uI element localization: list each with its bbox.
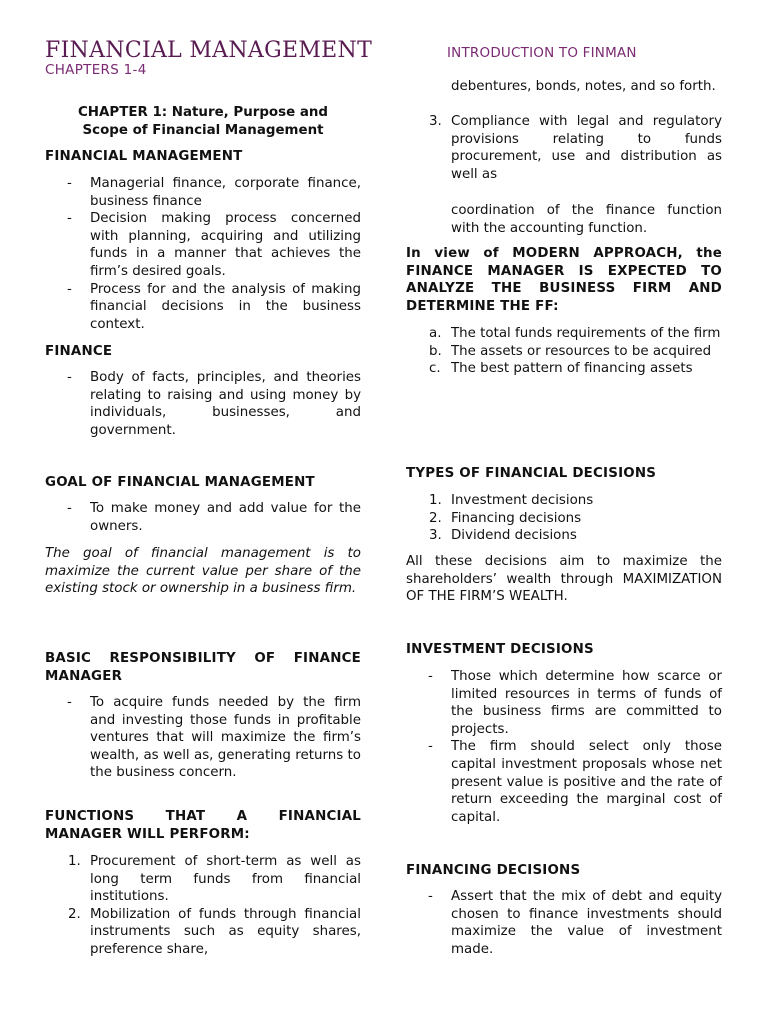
section-heading-investment: INVESTMENT DECISIONS — [406, 642, 594, 657]
list-item: 3. Compliance with legal and regulatory provisions relating to funds procurement, use and distribution as well as — [406, 113, 722, 183]
finance-list — [45, 369, 361, 439]
list-item: b. The assets or resources to be acquired — [406, 343, 722, 361]
list-item: - Assert that the mix of debt and equity chosen to finance investments should maximize the value of investment made. — [406, 888, 722, 958]
letter-marker: b. — [429, 343, 442, 359]
types-paragraph: All these decisions aim to maximize the shareholders’ wealth through MAXIMIZATION OF THE FIRM’S WEALTH. — [406, 554, 722, 605]
dash-bullet: - — [67, 281, 72, 297]
types-list — [406, 492, 722, 545]
number-marker: 2. — [429, 510, 442, 526]
list-item: 3. Dividend decisions — [406, 527, 722, 545]
dash-bullet: - — [428, 889, 433, 904]
chapters-subtitle: CHAPTERS 1-4 — [45, 62, 147, 78]
fm-list — [45, 175, 361, 333]
dash-bullet: - — [428, 739, 433, 755]
list-item: 2. Financing decisions — [406, 510, 722, 528]
financing-list — [406, 888, 722, 958]
dash-bullet: - — [67, 370, 72, 385]
chapter-title-line-2: Scope of Financial Management — [82, 122, 324, 138]
dash-bullet: - — [428, 669, 433, 684]
list-item: - Those which determine how scarce or limited resources in terms of funds of the business firms are committed to projects. — [406, 668, 722, 738]
functions-list — [45, 853, 361, 959]
chapter-title-line-1: CHAPTER 1: Nature, Purpose and — [77, 105, 328, 120]
goal-statement: The goal of financial management is to maximize the current value per share of the existing stock or ownership in a business firm. — [45, 546, 361, 597]
chapter-title — [45, 104, 361, 139]
basic-list — [45, 694, 361, 782]
section-heading-basic-responsibility: BASIC RESPONSIBILITY OF FINANCE MANAGER — [45, 651, 361, 684]
list-item: c. The best pattern of financing assets — [406, 360, 722, 378]
letter-marker: c. — [429, 361, 441, 377]
letter-marker: a. — [429, 326, 442, 341]
dash-bullet: - — [67, 176, 72, 191]
section-heading-goal: GOAL OF FINANCIAL MANAGEMENT — [45, 475, 315, 490]
section-heading-types: TYPES OF FINANCIAL DECISIONS — [406, 466, 657, 481]
number-marker: 1. — [68, 854, 81, 869]
course-header: INTRODUCTION TO FINMAN — [447, 45, 637, 61]
list-item: - Managerial finance, corporate finance, business finance — [45, 175, 361, 210]
list-item: 2. Mobilization of funds through financial instruments such as equity shares, preference share, — [45, 906, 361, 959]
list-item: - Body of facts, principles, and theories relating to raising and using money by individuals, businesses, and government. — [45, 369, 361, 439]
coordination-text: coordination of the finance function with the accounting function. — [451, 203, 722, 236]
dash-bullet: - — [67, 501, 72, 516]
number-marker: 1. — [429, 493, 442, 508]
list-item: - Decision making process concerned with planning, acquiring and utilizing funds in a manner that achieves the firm’s desired goals. — [45, 210, 361, 280]
list-item: a. The total funds requirements of the firm — [406, 325, 722, 343]
functions-list-continued — [406, 113, 722, 183]
page-title: FINANCIAL MANAGEMENT — [45, 38, 373, 63]
section-heading-financing: FINANCING DECISIONS — [406, 863, 581, 878]
list-item: - The firm should select only those capital investment proposals whose net present value is positive and the rate of return exceeding the marginal cost of capital. — [406, 738, 722, 826]
list-item: - To acquire funds needed by the firm and investing those funds in profitable ventures that will maximize the firm’s wealth, as well as, generating returns to the business concern. — [45, 694, 361, 782]
section-heading-finance: FINANCE — [45, 344, 113, 359]
section-heading-financial-management: FINANCIAL MANAGEMENT — [45, 149, 243, 164]
section-heading-modern-approach: In view of MODERN APPROACH, the FINANCE MANAGER IS EXPECTED TO ANALYZE THE BUSINESS FIRM AND DETERMINE THE FF: — [406, 246, 722, 314]
dash-bullet: - — [67, 211, 72, 227]
investment-list — [406, 668, 722, 826]
continued-text: debentures, bonds, notes, and so forth. — [451, 79, 716, 94]
modern-list — [406, 325, 722, 378]
list-item: 1. Investment decisions — [406, 492, 722, 510]
section-heading-functions: FUNCTIONS THAT A FINANCIAL MANAGER WILL PERFORM: — [45, 809, 361, 842]
dash-bullet: - — [67, 695, 72, 710]
number-marker: 3. — [429, 114, 442, 129]
list-item: 1. Procurement of short-term as well as long term funds from financial institutions. — [45, 853, 361, 906]
number-marker: 2. — [68, 906, 81, 922]
list-item: - Process for and the analysis of making financial decisions in the business context. — [45, 281, 361, 334]
goal-list — [45, 500, 361, 535]
list-item: - To make money and add value for the owners. — [45, 500, 361, 535]
number-marker: 3. — [429, 528, 442, 544]
